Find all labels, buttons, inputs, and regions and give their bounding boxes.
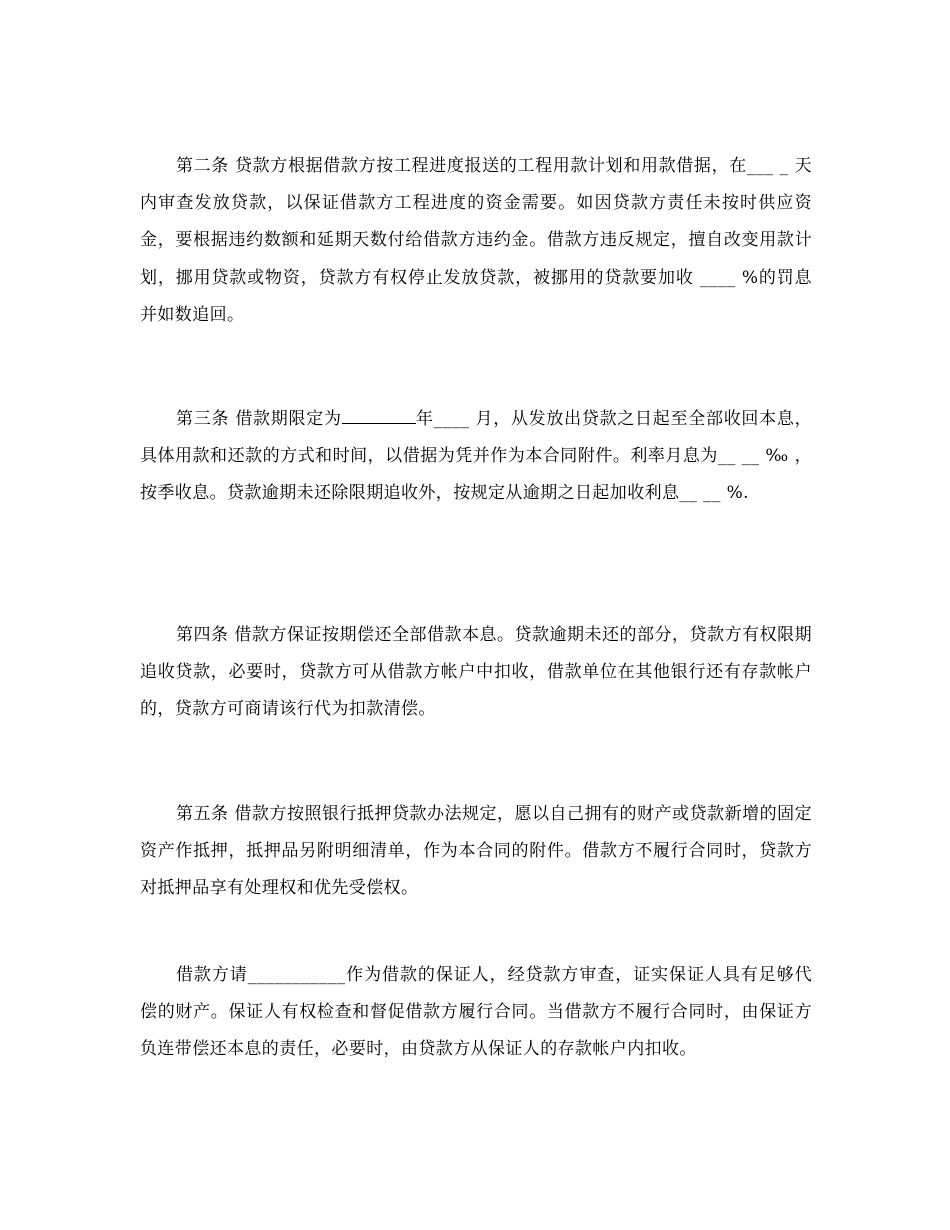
article-5-paragraph: 第五条 借款方按照银行抵押贷款办法规定，愿以自己拥有的财产或贷款新增的固定资产作抵押，抵押品另附明细清单，作为本合同的附件。借款方不履行合同时，贷款方对抵押品享有处理权和优先受偿权。 [140, 804, 812, 899]
article-3-text-start: 第三条 借款期限定为 [176, 409, 342, 429]
guarantor-paragraph: 借款方请___________作为借款的保证人，经贷款方审查，证实保证人具有足够代偿的财产。保证人有权检查和督促借款方履行合同。当借款方不履行合同时，由保证方负连带偿还本息的责任，必要时，由贷款方从保证人的存款帐户内扣收。 [140, 965, 812, 1060]
article-2-paragraph: 第二条 贷款方根据借款方按工程进度报送的工程用款计划和用款借据，在___ _ 天内审查发放贷款，以保证借款方工程进度的资金需要。如因贷款方责任未按时供应资金，要根据违约数额和延期天数付给借款方违约金。借款方违反规定，擅自改变用款计划，挪用贷款或物资，贷款方有权停止发放贷款，被挪用的贷款要加收 ____ %的罚息并如数追回。 [140, 156, 812, 325]
article-3-text-end: 年____ 月，从发放出贷款之日起至全部收回本息，具体用款和还款的方式和时间，以借据为凭并作为本合同附件。利率月息为__ __ ‰ ，按季收息。贷款逾期未还除限期追收外，按规定从逾期之日起加收利息__ __ %. [140, 409, 813, 504]
article-4-paragraph: 第四条 借款方保证按期偿还全部借款本息。贷款逾期未还的部分，贷款方有权限期追收贷款，必要时，贷款方可从借款方帐户中扣收，借款单位在其他银行还有存款帐户的，贷款方可商请该行代为扣款清偿。 [140, 625, 812, 720]
article-3-paragraph [140, 401, 812, 513]
loan-years-blank [342, 409, 416, 424]
